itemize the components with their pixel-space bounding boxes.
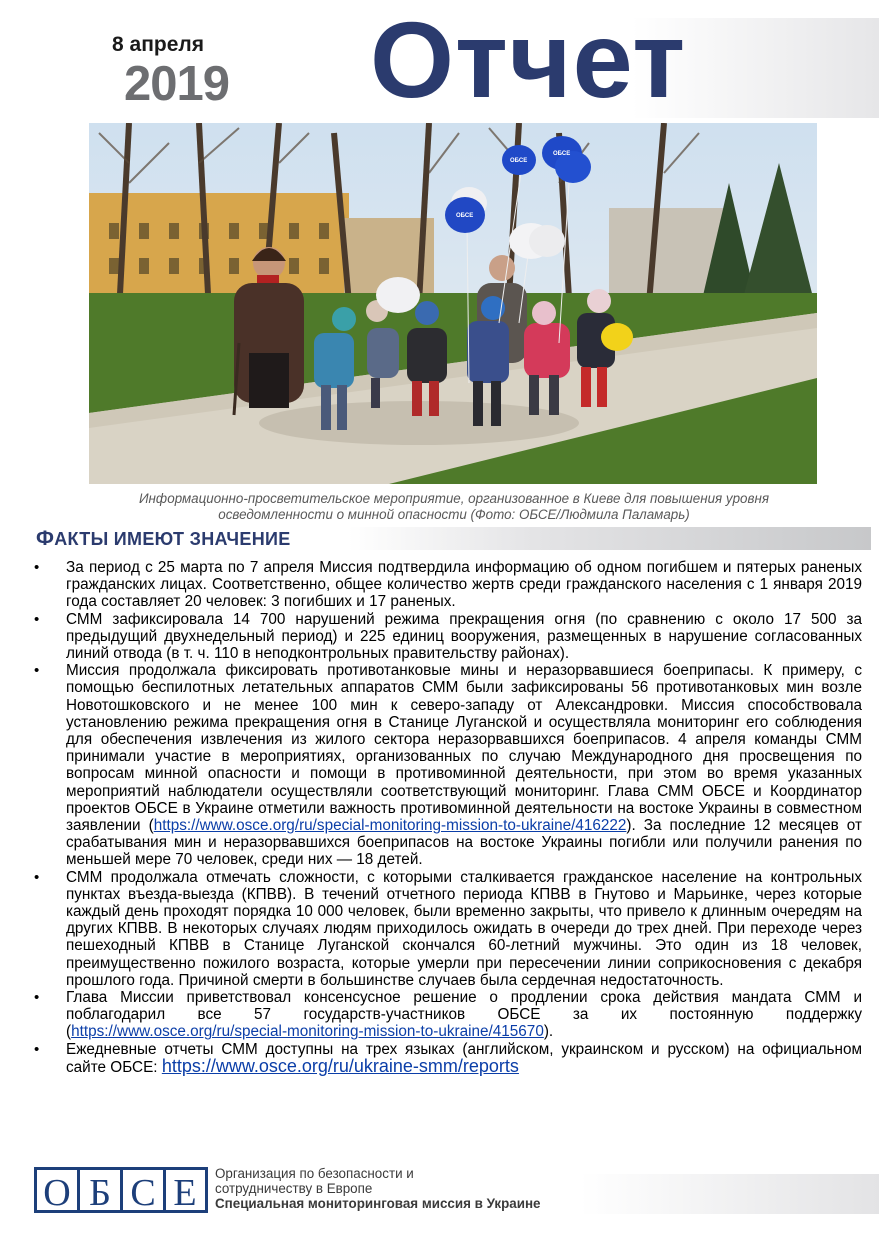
fact-item: • За период с 25 марта по 7 апреля Миссия подтвердила информацию об одном погибшем и пятерых раненых гражданских лицах. Соответственно, общее количество жертв среди гражданского населения с 1 января 2019 года составляет 20 человек: 3 погибших и 17 раненых. <box>28 559 862 611</box>
logo-letter: Б <box>89 1172 111 1213</box>
osce-logo <box>34 1167 208 1213</box>
event-photo <box>89 123 817 484</box>
fact-item: • Ежедневные отчеты СММ доступны на трех языках (английском, украинском и русском) на официальном сайте ОБСЕ: https://www.osce.org/ru/ukraine-smm/reports <box>28 1041 862 1076</box>
mission-name: Специальная мониторинговая миссия в Украине <box>215 1196 541 1211</box>
photo-caption-line1: Информационно-просветительское мероприятие, организованное в Киеве для повышения уровня <box>138 491 770 506</box>
balloon-text: ОБСЕ <box>510 158 528 164</box>
report-date: 8 апреля <box>112 33 204 56</box>
report-year: 2019 <box>124 57 230 111</box>
facts-heading: ФАКТЫ ИМЕЮТ ЗНАЧЕНИЕ <box>36 527 291 550</box>
logo-letter: С <box>130 1172 156 1213</box>
photo-caption <box>90 491 818 523</box>
fact-item: • Глава Миссии приветствовал консенсусное решение о продлении срока действия мандата СММ и поблагодарил все 57 государств‐участников ОБСЕ за их постоянную поддержку (https://www.osce.org/ru/special-monitoring-mission-to-ukraine/415670). <box>28 989 862 1041</box>
logo-letter: О <box>43 1172 71 1213</box>
org-name-line2: сотрудничеству в Европе <box>215 1181 373 1196</box>
footer-band <box>580 1174 879 1214</box>
balloon-text: ОБСЕ <box>553 151 571 157</box>
fact-item: • СММ продолжала отмечать сложности, с которыми сталкивается гражданское население на контрольных пунктах въезда‐выезда (КПВВ). В течений отчетного периода КПВВ в Гнутово и Марьинке, через которые каждый день проходят порядка 10 000 человек, были временно закрыты, что привело к длинным очередям на других КПВВ. В некоторых случаях людям приходилось ожидать в очереди до трех дней. При переходе через пешеходный КПВВ в Станице Луганской скончался 60‐летний мужчины. Это один из 18 человек, преимущественно пожилого возраста, которые умерли при пересечении линии соприкосновения с декабря прошлого года. Причиной смерти в большинстве случаев была сердечная недостаточность. <box>28 869 862 989</box>
fact-item: • Миссия продолжала фиксировать противотанковые мины и неразорвавшиеся боеприпасы. К примеру, с помощью беспилотных летательных аппаратов СММ были зафиксированы 56 противотанковых мин возле Новотошковского и не менее 100 мин к северо‐западу от Александровки. Миссия способствовала установлению режима прекращения огня в Станице Луганской и осуществляла мониторинг его соблюдения для обеспечения извлечения из жилого сектора неразорвавшихся боеприпасов. 4 апреля команды СММ принимали участие в мероприятиях, организованных по случаю Международного дня просвещения по вопросам минной опасности и помощи в противоминной деятельности, при этом во время указанных мероприятий наблюдатели осуществляли соответствующий мониторинг. Глава СММ ОБСЕ и Координатор проектов ОБСЕ в Украине отметили важность противоминной деятельности на востоке Украины в совместном заявлении (https://www.osce.org/ru/special-monitoring-mission-to-ukraine/416222). За последние 12 месяцев от срабатывания мин и неразорвавшихся боеприпасов на востоке Украины погибли или получили ранения по меньшей мере 70 человек, среди них — 18 детей. <box>28 662 862 868</box>
fact-item: • СММ зафиксировала 14 700 нарушений режима прекращения огня (по сравнению с около 17 500 за предыдущий двухнедельный период) и 225 единиц вооружения, размещенных в нарушение согласованных линий отвода (в т. ч. 110 в неподконтрольных правительству районах). <box>28 611 862 663</box>
balloon-text: ОБСЕ <box>456 213 474 219</box>
mandate-link[interactable]: https://www.osce.org/ru/special-monitoring-mission-to-ukraine/415670 <box>71 1023 544 1041</box>
report-title: Отчет <box>370 0 687 120</box>
facts-list <box>28 559 862 1076</box>
org-name-line1: Организация по безопасности и <box>215 1166 414 1181</box>
photo-caption-line2: осведомленности о минной опасности (Фото: ОБСЕ/Людмила Паламарь) <box>218 507 690 522</box>
logo-letter: Е <box>173 1172 197 1213</box>
statement-link[interactable]: https://www.osce.org/ru/special-monitoring-mission-to-ukraine/416222 <box>153 817 627 835</box>
reports-link[interactable]: https://www.osce.org/ru/ukraine-smm/reports <box>161 1055 519 1076</box>
